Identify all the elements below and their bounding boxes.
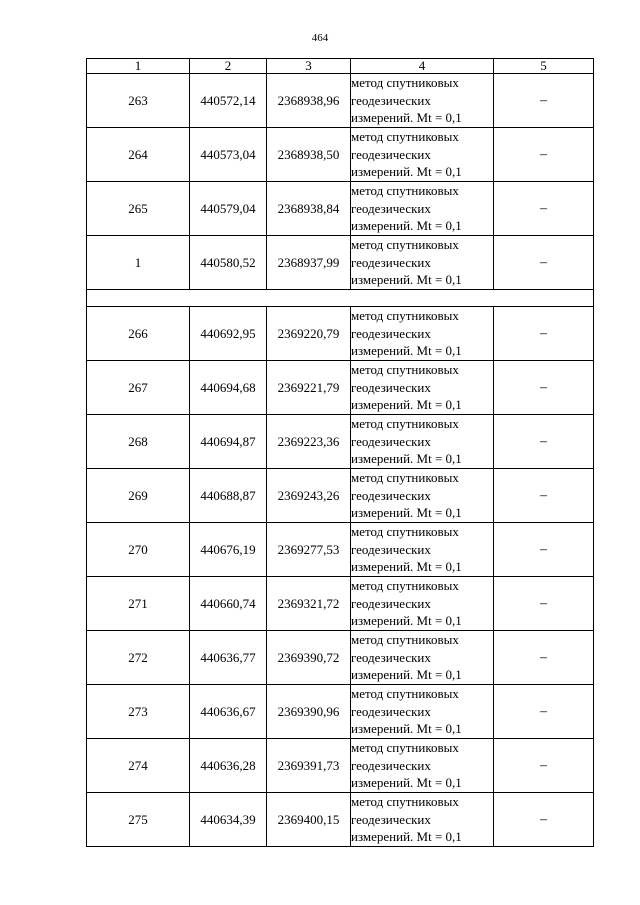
coordinate-x: 440636,67 bbox=[190, 685, 267, 739]
separator-cell bbox=[87, 290, 594, 307]
method-line-2: геодезических bbox=[351, 757, 431, 773]
coordinate-x: 440636,77 bbox=[190, 631, 267, 685]
coordinate-y: 2368938,50 bbox=[267, 128, 351, 182]
page-number: 464 bbox=[311, 32, 329, 44]
method-line-1: метод спутниковых bbox=[351, 237, 459, 253]
coordinate-y: 2369243,26 bbox=[267, 469, 351, 523]
point-number: 272 bbox=[87, 631, 190, 685]
method-line-2: геодезических bbox=[351, 595, 431, 611]
point-number: 264 bbox=[87, 128, 190, 182]
method-line-2: геодезических bbox=[351, 811, 431, 827]
coordinate-x: 440579,04 bbox=[190, 182, 267, 236]
method-line-3: измерений. Mt = 0,1 bbox=[351, 613, 462, 629]
method-line-2: геодезических bbox=[351, 325, 431, 341]
table-row bbox=[87, 128, 594, 182]
point-number: 275 bbox=[87, 793, 190, 847]
coordinate-y: 2369400,15 bbox=[267, 793, 351, 847]
method-line-1: метод спутниковых bbox=[351, 524, 459, 540]
description-cell: – bbox=[494, 523, 594, 577]
column-header-3: 3 bbox=[267, 59, 351, 74]
method-line-2: геодезических bbox=[351, 92, 431, 108]
point-number: 273 bbox=[87, 685, 190, 739]
method-line-3: измерений. Mt = 0,1 bbox=[351, 721, 462, 737]
method-line-1: метод спутниковых bbox=[351, 416, 459, 432]
point-number: 268 bbox=[87, 415, 190, 469]
description-cell: – bbox=[494, 685, 594, 739]
table-row bbox=[87, 307, 594, 361]
method-line-1: метод спутниковых bbox=[351, 470, 459, 486]
method-cell bbox=[351, 685, 494, 739]
description-cell: – bbox=[494, 793, 594, 847]
method-cell bbox=[351, 523, 494, 577]
coordinate-y: 2369390,96 bbox=[267, 685, 351, 739]
coordinate-y: 2369277,53 bbox=[267, 523, 351, 577]
method-line-3: измерений. Mt = 0,1 bbox=[351, 829, 462, 845]
description-cell: – bbox=[494, 469, 594, 523]
method-line-2: геодезических bbox=[351, 379, 431, 395]
description-cell: – bbox=[494, 307, 594, 361]
coordinate-y: 2369220,79 bbox=[267, 307, 351, 361]
point-number: 267 bbox=[87, 361, 190, 415]
coordinate-x: 440572,14 bbox=[190, 74, 267, 128]
method-line-2: геодезических bbox=[351, 649, 431, 665]
point-number: 1 bbox=[87, 236, 190, 290]
method-line-1: метод спутниковых bbox=[351, 740, 459, 756]
method-cell bbox=[351, 577, 494, 631]
method-line-3: измерений. Mt = 0,1 bbox=[351, 667, 462, 683]
coordinate-x: 440688,87 bbox=[190, 469, 267, 523]
method-line-1: метод спутниковых bbox=[351, 362, 459, 378]
method-line-2: геодезических bbox=[351, 541, 431, 557]
point-number: 265 bbox=[87, 182, 190, 236]
method-line-1: метод спутниковых bbox=[351, 183, 459, 199]
method-line-3: измерений. Mt = 0,1 bbox=[351, 272, 462, 288]
method-cell bbox=[351, 361, 494, 415]
method-line-3: измерений. Mt = 0,1 bbox=[351, 505, 462, 521]
description-cell: – bbox=[494, 739, 594, 793]
method-line-3: измерений. Mt = 0,1 bbox=[351, 775, 462, 791]
table-row bbox=[87, 74, 594, 128]
coordinate-y: 2368938,84 bbox=[267, 182, 351, 236]
coordinate-y: 2368937,99 bbox=[267, 236, 351, 290]
table-row bbox=[87, 793, 594, 847]
table-row bbox=[87, 523, 594, 577]
method-line-3: измерений. Mt = 0,1 bbox=[351, 164, 462, 180]
method-line-2: геодезических bbox=[351, 487, 431, 503]
coordinate-x: 440694,87 bbox=[190, 415, 267, 469]
table-row bbox=[87, 577, 594, 631]
description-cell: – bbox=[494, 128, 594, 182]
method-cell bbox=[351, 182, 494, 236]
table-row bbox=[87, 685, 594, 739]
table-row bbox=[87, 182, 594, 236]
method-line-3: измерений. Mt = 0,1 bbox=[351, 451, 462, 467]
method-line-3: измерений. Mt = 0,1 bbox=[351, 218, 462, 234]
coordinate-x: 440692,95 bbox=[190, 307, 267, 361]
point-number: 274 bbox=[87, 739, 190, 793]
coordinate-x: 440676,19 bbox=[190, 523, 267, 577]
point-number: 270 bbox=[87, 523, 190, 577]
method-line-2: геодезических bbox=[351, 433, 431, 449]
method-cell bbox=[351, 793, 494, 847]
method-line-2: геодезических bbox=[351, 146, 431, 162]
header-row bbox=[87, 59, 594, 74]
method-line-3: измерений. Mt = 0,1 bbox=[351, 110, 462, 126]
method-line-2: геодезических bbox=[351, 254, 431, 270]
description-cell: – bbox=[494, 236, 594, 290]
coordinate-y: 2369223,36 bbox=[267, 415, 351, 469]
description-cell: – bbox=[494, 361, 594, 415]
coordinate-y: 2369321,72 bbox=[267, 577, 351, 631]
table-row bbox=[87, 631, 594, 685]
description-cell: – bbox=[494, 74, 594, 128]
table-row bbox=[87, 469, 594, 523]
method-line-3: измерений. Mt = 0,1 bbox=[351, 343, 462, 359]
method-line-1: метод спутниковых bbox=[351, 308, 459, 324]
separator-row bbox=[87, 290, 594, 307]
point-number: 263 bbox=[87, 74, 190, 128]
coordinate-x: 440573,04 bbox=[190, 128, 267, 182]
point-number: 266 bbox=[87, 307, 190, 361]
coordinate-x: 440634,39 bbox=[190, 793, 267, 847]
coordinate-x: 440580,52 bbox=[190, 236, 267, 290]
table-row bbox=[87, 415, 594, 469]
coordinate-y: 2369391,73 bbox=[267, 739, 351, 793]
method-cell bbox=[351, 739, 494, 793]
method-line-1: метод спутниковых bbox=[351, 578, 459, 594]
method-line-1: метод спутниковых bbox=[351, 686, 459, 702]
coordinate-y: 2368938,96 bbox=[267, 74, 351, 128]
method-cell bbox=[351, 415, 494, 469]
column-header-2: 2 bbox=[190, 59, 267, 74]
method-line-1: метод спутниковых bbox=[351, 794, 459, 810]
coordinate-x: 440694,68 bbox=[190, 361, 267, 415]
method-line-3: измерений. Mt = 0,1 bbox=[351, 397, 462, 413]
method-cell bbox=[351, 236, 494, 290]
method-line-2: геодезических bbox=[351, 703, 431, 719]
method-cell bbox=[351, 74, 494, 128]
description-cell: – bbox=[494, 182, 594, 236]
method-line-3: измерений. Mt = 0,1 bbox=[351, 559, 462, 575]
description-cell: – bbox=[494, 577, 594, 631]
column-header-1: 1 bbox=[87, 59, 190, 74]
column-header-5: 5 bbox=[494, 59, 594, 74]
method-line-2: геодезических bbox=[351, 200, 431, 216]
table-row bbox=[87, 739, 594, 793]
method-line-1: метод спутниковых bbox=[351, 632, 459, 648]
method-cell bbox=[351, 307, 494, 361]
point-number: 269 bbox=[87, 469, 190, 523]
coordinate-x: 440660,74 bbox=[190, 577, 267, 631]
description-cell: – bbox=[494, 631, 594, 685]
coordinate-x: 440636,28 bbox=[190, 739, 267, 793]
method-line-1: метод спутниковых bbox=[351, 75, 459, 91]
table-row bbox=[87, 361, 594, 415]
table-row bbox=[87, 236, 594, 290]
description-cell: – bbox=[494, 415, 594, 469]
coordinate-y: 2369221,79 bbox=[267, 361, 351, 415]
column-header-4: 4 bbox=[351, 59, 494, 74]
method-cell bbox=[351, 631, 494, 685]
method-cell bbox=[351, 469, 494, 523]
point-number: 271 bbox=[87, 577, 190, 631]
method-line-1: метод спутниковых bbox=[351, 129, 459, 145]
method-cell bbox=[351, 128, 494, 182]
coordinate-y: 2369390,72 bbox=[267, 631, 351, 685]
coordinates-table bbox=[86, 58, 594, 847]
